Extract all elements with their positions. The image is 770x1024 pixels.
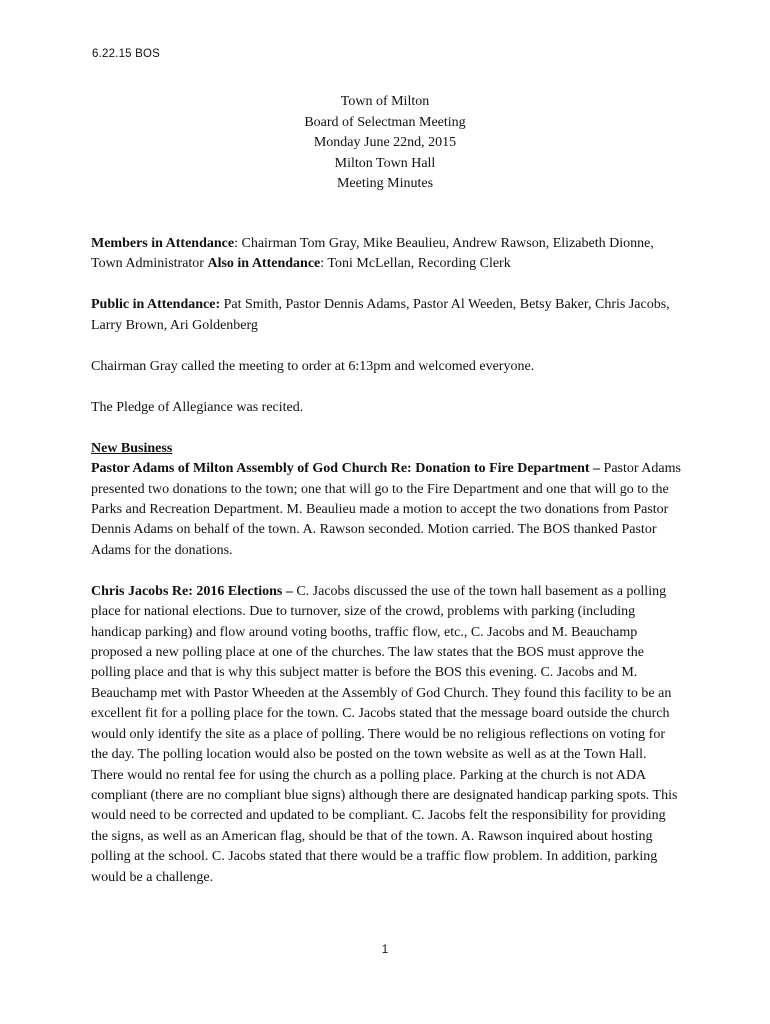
members-label: Members in Attendance: [91, 236, 235, 251]
title-block: [0, 92, 770, 195]
document-body: [91, 234, 681, 909]
title-town: Town of Milton: [340, 94, 430, 109]
members-attendance-paragraph: [91, 234, 681, 275]
pledge-paragraph: The Pledge of Allegiance was recited.: [91, 399, 304, 415]
page-number: 1: [381, 944, 389, 956]
also-attendance-label: Also in Attendance: [207, 256, 321, 272]
call-to-order-paragraph: Chairman Gray called the meeting to order at 6:13pm and welcomed everyone.: [91, 358, 535, 374]
title-location: Milton Town Hall: [334, 155, 436, 171]
public-text: Pat Smith, Pastor Dennis Adams, Pastor Al Weeden, Betsy Baker, Chris Jacobs, Larry Brown, Ari Goldenberg: [91, 297, 670, 333]
title-doc-type: Meeting Minutes: [336, 176, 434, 191]
title-board: Board of Selectman Meeting: [304, 114, 466, 130]
title-date: Monday June 22nd, 2015: [313, 135, 457, 150]
donation-paragraph: [91, 439, 681, 561]
also-attendance-text: : Toni McLellan, Recording Clerk: [320, 256, 511, 272]
document-header-ref: 6.22.15 BOS: [92, 48, 161, 60]
donation-item-text: Pastor Adams presented two donations to the town; one that will go to the Fire Department and one that will go to the Parks and Recreation Department. M. Beaulieu made a motion to accept the two donations from Pastor Dennis Adams on behalf of the town. A. Rawson seconded. Motion carried. The BOS thanked Pastor Adams for the donations.: [91, 461, 681, 558]
elections-item-text: C. Jacobs discussed the use of the town hall basement as a polling place for national elections. Due to turnover, size of the crowd, problems with parking (including handicap parking) and flow around voting booths, traffic flow, etc., C. Jacobs and M. Beauchamp proposed a new polling place at one of the churches. The law states that the BOS must approve the polling place and that is why this subject matter is before the BOS this evening. C. Jacobs and M. Beauchamp met with Pastor Wheeden at the Assembly of God Church. They found this facility to be an excellent fit for a polling place for the town. C. Jacobs stated that the message board outside the church would only identify the site as a place of polling. There would be no religious reflections on voting for the day. The polling location would also be posted on the town website as well as at the Town Hall. There would no rental fee for using the church as a polling place. Parking at the church is not ADA compliant (there are no compliant blue signs) although there are designated handicap parking spots. This would need to be corrected and updated to be compliant. C. Jacobs felt the responsibility for providing the signs, as well as an American flag, should be that of the town. A. Rawson inquired about hosting polling at the school. C. Jacobs stated that there would be a traffic flow problem. In addition, parking would be a challenge.: [91, 583, 678, 885]
public-label: Public in Attendance:: [91, 297, 221, 313]
donation-item-heading: Pastor Adams of Milton Assembly of God Church Re: Donation to Fire Department –: [91, 461, 601, 477]
elections-paragraph: [91, 582, 681, 888]
members-text: : Chairman Tom Gray, Mike Beaulieu, Andrew Rawson, Elizabeth Dionne, Town Administrator: [91, 236, 654, 272]
public-attendance-paragraph: [91, 295, 681, 336]
new-business-heading: New Business: [91, 440, 173, 456]
elections-item-heading: Chris Jacobs Re: 2016 Elections –: [91, 583, 293, 599]
